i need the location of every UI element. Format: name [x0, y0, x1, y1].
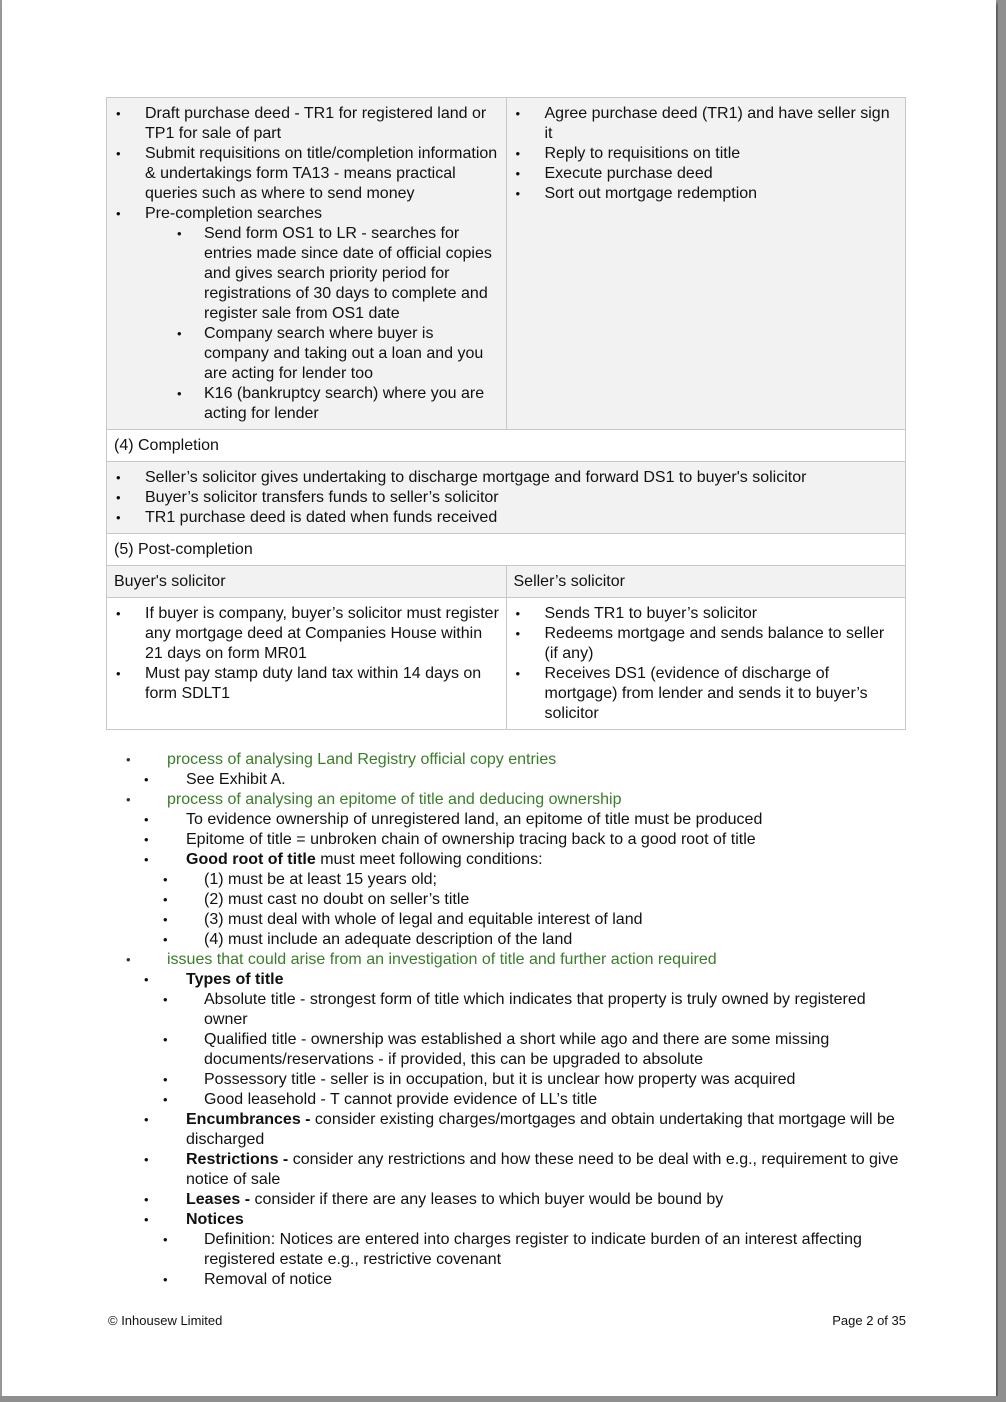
list-item: • Leases - consider if there are any leases to which buyer would be bound by [144, 1191, 724, 1208]
buyer-solicitor-heading: Buyer's solicitor [107, 566, 507, 598]
post-completion-heading: (5) Post-completion [107, 534, 906, 566]
topic-heading: • issues that could arise from an investigation of title and further action required [126, 951, 717, 968]
table-row [107, 534, 906, 566]
list-item: • (2) must cast no doubt on seller’s title [163, 891, 470, 908]
list-item: • Receives DS1 (evidence of discharge of mortgage) from lender and sends it to buyer’s solicitor [514, 664, 900, 724]
list-item: • Restrictions - consider any restrictions and how these need to be deal with e.g., requirement to give notice of sale [144, 1151, 899, 1188]
table-row [107, 566, 906, 598]
list-item: • Absolute title - strongest form of title which indicates that property is truly owned by registered owner [163, 991, 866, 1028]
list-item: • To evidence ownership of unregistered land, an epitome of title must be produced [144, 811, 763, 828]
seller-post-completion-cell [506, 598, 906, 730]
list-item: • TR1 purchase deed is dated when funds received [114, 508, 899, 528]
completion-cell [107, 462, 906, 534]
footer-page-number: Page 2 of 35 [832, 1313, 906, 1328]
list-item: • Definition: Notices are entered into charges register to indicate burden of an interest affecting registered estate e.g., restrictive covenant [163, 1231, 862, 1268]
list-item: • See Exhibit A. [144, 771, 286, 788]
list-item: • Epitome of title = unbroken chain of ownership tracing back to a good root of title [144, 831, 756, 848]
list-item: • Qualified title - ownership was established a short while ago and there are some missing documents/reservations - if provided, this can be upgraded to absolute [163, 1031, 830, 1068]
list-item: • Possessory title - seller is in occupation, but it is unclear how property was acquired [163, 1071, 796, 1088]
list-item: • Removal of notice [163, 1271, 333, 1288]
list-item: • Sort out mortgage redemption [514, 184, 900, 204]
list-item-label: Pre-completion searches [145, 205, 322, 222]
topic-heading: • process of analysing an epitome of title and deducing ownership [126, 791, 622, 808]
list-item: • Execute purchase deed [514, 164, 900, 184]
list-item: • Redeems mortgage and sends balance to seller (if any) [514, 624, 900, 664]
list-item: • K16 (bankruptcy search) where you are acting for lender [145, 384, 500, 424]
topic-heading: • process of analysing Land Registry official copy entries [126, 751, 557, 768]
seller-pre-completion-cell [506, 98, 906, 430]
buyer-post-completion-cell [107, 598, 507, 730]
list-item: • Must pay stamp duty land tax within 14 days on form SDLT1 [114, 664, 500, 704]
table-row [107, 98, 906, 430]
list-item: • Good root of title must meet following conditions: [144, 851, 543, 868]
list-item: • (4) must include an adequate description of the land [163, 931, 573, 948]
list-item: • Good leasehold - T cannot provide evidence of LL’s title [163, 1091, 598, 1108]
list-item: • If buyer is company, buyer’s solicitor must register any mortgage deed at Companies House within 21 days on form MR01 [114, 604, 500, 664]
list-item: • (3) must deal with whole of legal and equitable interest of land [163, 911, 643, 928]
table-row [107, 430, 906, 462]
table-row [107, 462, 906, 534]
completion-heading: (4) Completion [107, 430, 906, 462]
viewer-background-right [998, 0, 1006, 1402]
table-row [107, 598, 906, 730]
list-item: • Buyer’s solicitor transfers funds to seller’s solicitor [114, 488, 899, 508]
list-item: • Company search where buyer is company and taking out a loan and you are acting for lender too [145, 324, 500, 384]
list-item [114, 204, 500, 424]
viewer-background-bottom [0, 1396, 1006, 1402]
list-item: • Reply to requisitions on title [514, 144, 900, 164]
list-item: • Agree purchase deed (TR1) and have seller sign it [514, 104, 900, 144]
notes-section [106, 750, 906, 1290]
list-item: • Sends TR1 to buyer’s solicitor [514, 604, 900, 624]
list-item: • Seller’s solicitor gives undertaking to discharge mortgage and forward DS1 to buyer's solicitor [114, 468, 899, 488]
footer-copyright: © Inhousew Limited [108, 1313, 223, 1328]
list-item: • Notices [144, 1211, 244, 1228]
list-item: • Send form OS1 to LR - searches for entries made since date of official copies and gives search priority period for registrations of 30 days to complete and register sale from OS1 date [145, 224, 500, 324]
list-item: • Submit requisitions on title/completion information & undertakings form TA13 - means practical queries such as where to send money [114, 144, 500, 204]
list-item: • Encumbrances - consider existing charges/mortgages and obtain undertaking that mortgage will be discharged [144, 1111, 895, 1148]
seller-solicitor-heading: Seller’s solicitor [506, 566, 906, 598]
conveyancing-steps-table [106, 97, 906, 730]
list-item: • (1) must be at least 15 years old; [163, 871, 437, 888]
list-item: • Types of title [144, 971, 284, 988]
list-item: • Draft purchase deed - TR1 for registered land or TP1 for sale of part [114, 104, 500, 144]
buyer-pre-completion-cell [107, 98, 507, 430]
